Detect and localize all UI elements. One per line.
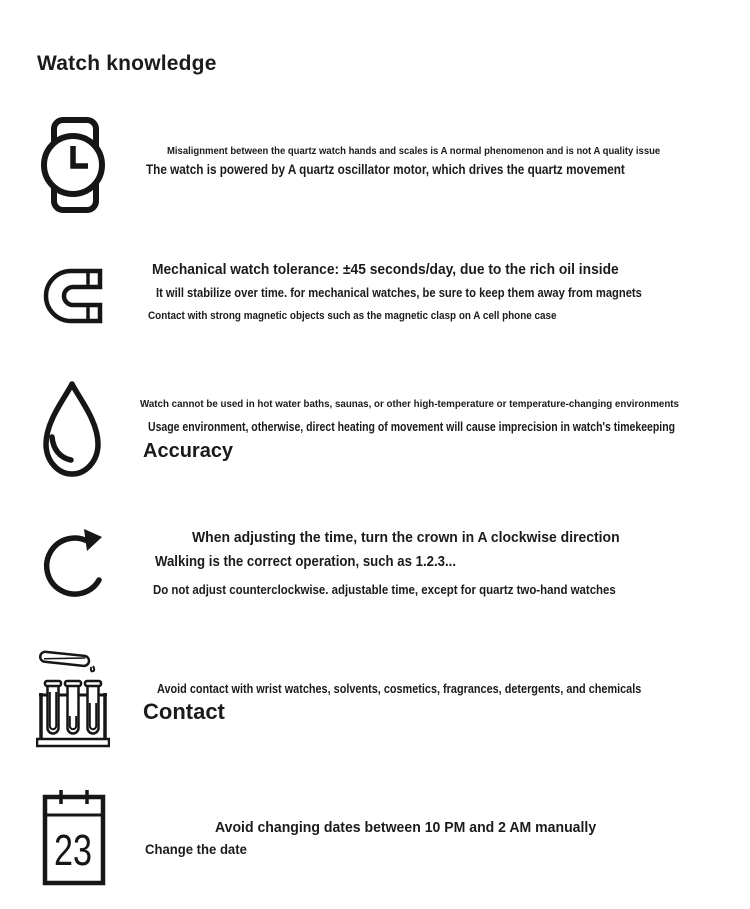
usage-environment-line: Usage environment, otherwise, direct heating of movement will cause imprecision in watch's timekeeping bbox=[148, 420, 676, 434]
stabilize-line: It will stabilize over time. for mechanical watches, be sure to keep them away from magnets bbox=[156, 285, 642, 300]
quartz-movement-line: The watch is powered by A quartz oscillator motor, which drives the quartz movement bbox=[146, 162, 625, 177]
rotate-clockwise-icon bbox=[42, 525, 110, 607]
clockwise-heading: When adjusting the time, turn the crown in A clockwise direction bbox=[192, 529, 620, 546]
tolerance-heading: Mechanical watch tolerance: ±45 seconds/day, due to the rich oil inside bbox=[152, 261, 619, 278]
date-change-heading: Avoid changing dates between 10 PM and 2 AM manually bbox=[215, 820, 597, 836]
quartz-misalignment-note: Misalignment between the quartz watch hands and scales is A normal phenomenon and is not A quality issue bbox=[167, 146, 661, 157]
chemicals-line: Avoid contact with wrist watches, solvents, cosmetics, fragrances, detergents, and chemicals bbox=[157, 682, 642, 696]
change-date-line: Change the date bbox=[145, 842, 247, 857]
calendar-day: 23 bbox=[54, 826, 92, 875]
page-title: Watch knowledge bbox=[37, 52, 217, 76]
test-tubes-icon bbox=[36, 646, 110, 748]
accuracy-heading: Accuracy bbox=[143, 440, 234, 462]
calendar-icon bbox=[42, 788, 106, 886]
watch-icon bbox=[40, 116, 106, 214]
magnet-icon bbox=[43, 267, 103, 325]
walking-operation-line: Walking is the correct operation, such as 1.2.3... bbox=[155, 553, 457, 570]
water-drop-icon bbox=[40, 380, 104, 480]
hot-water-note: Watch cannot be used in hot water baths, saunas, or other high-temperature or temperature-changing environments bbox=[140, 398, 679, 410]
magnet-contact-note: Contact with strong magnetic objects such as the magnetic clasp on A cell phone case bbox=[148, 310, 557, 322]
counterclockwise-note: Do not adjust counterclockwise. adjustable time, except for quartz two-hand watches bbox=[153, 582, 616, 597]
contact-heading: Contact bbox=[143, 699, 225, 724]
